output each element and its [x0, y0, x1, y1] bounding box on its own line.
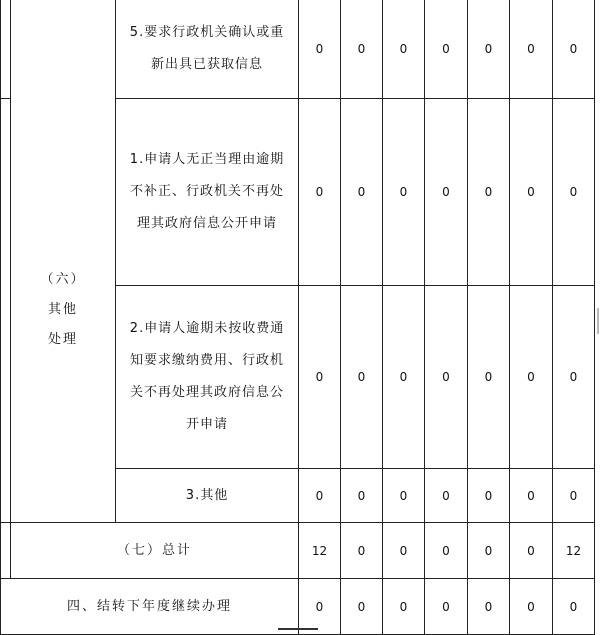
cell-value: 0	[553, 469, 595, 523]
group-six-line1: （六）	[40, 272, 86, 288]
empty-left-cell	[11, 0, 116, 99]
cell-value: 0	[341, 0, 383, 99]
cell-value: 12	[553, 523, 595, 579]
cell-value: 0	[553, 286, 595, 469]
cell-value: 0	[468, 286, 510, 469]
table-row	[1, 99, 595, 286]
cell-value: 0	[510, 99, 553, 286]
cell-value: 0	[299, 99, 341, 286]
cell-value: 0	[341, 99, 383, 286]
group-six-label	[11, 99, 116, 523]
cell-value: 0	[468, 579, 510, 635]
cell-value: 0	[510, 0, 553, 99]
cell-value: 0	[383, 579, 425, 635]
row-label: 3.其他	[116, 469, 299, 523]
cell-value: 0	[553, 99, 595, 286]
outer-indent-cell	[1, 99, 11, 523]
cell-value: 0	[383, 99, 425, 286]
row-label: 1.申请人无正当理由逾期不补正、行政机关不再处理其政府信息公开申请	[116, 99, 299, 286]
group-six-line2: 其他	[47, 302, 78, 318]
cell-value: 0	[299, 0, 341, 99]
cell-value: 0	[341, 469, 383, 523]
statistics-table	[0, 0, 595, 99]
cell-value: 12	[299, 523, 341, 579]
cell-value: 0	[510, 469, 553, 523]
cell-value: 0	[341, 579, 383, 635]
cell-value: 0	[425, 99, 468, 286]
table-row	[1, 579, 595, 635]
cell-value: 0	[383, 0, 425, 99]
cell-value: 0	[299, 579, 341, 635]
cell-value: 0	[299, 286, 341, 469]
cell-value: 0	[468, 0, 510, 99]
outer-indent-cell	[1, 0, 11, 99]
page-bottom-rule	[278, 628, 318, 630]
statistics-table-group6	[0, 98, 595, 635]
cell-value: 0	[425, 523, 468, 579]
cell-value: 0	[425, 286, 468, 469]
scroll-marker	[597, 308, 599, 334]
cell-value: 0	[425, 469, 468, 523]
cell-value: 0	[425, 579, 468, 635]
cell-value: 0	[299, 469, 341, 523]
cell-value: 0	[383, 469, 425, 523]
cell-value: 0	[383, 286, 425, 469]
table-row	[1, 523, 595, 579]
cell-value: 0	[553, 0, 595, 99]
table-row	[1, 0, 595, 99]
row-label: 2.申请人逾期未按收费通知要求缴纳费用、行政机关不再处理其政府信息公开申请	[116, 286, 299, 469]
cell-value: 0	[510, 286, 553, 469]
cell-value: 0	[468, 523, 510, 579]
row-label: 四、结转下年度继续办理	[1, 579, 299, 635]
cell-value: 0	[383, 523, 425, 579]
cell-value: 0	[341, 286, 383, 469]
cell-value: 0	[341, 523, 383, 579]
outer-indent-cell	[1, 523, 11, 579]
cell-value: 0	[425, 0, 468, 99]
cell-value: 0	[510, 523, 553, 579]
cell-value: 0	[553, 579, 595, 635]
cell-value: 0	[468, 469, 510, 523]
cell-value: 0	[510, 579, 553, 635]
group-six-line3: 处理	[47, 332, 78, 348]
cell-value: 0	[468, 99, 510, 286]
row-label: 5.要求行政机关确认或重新出具已获取信息	[116, 0, 299, 99]
row-label: （七）总计	[11, 523, 299, 579]
